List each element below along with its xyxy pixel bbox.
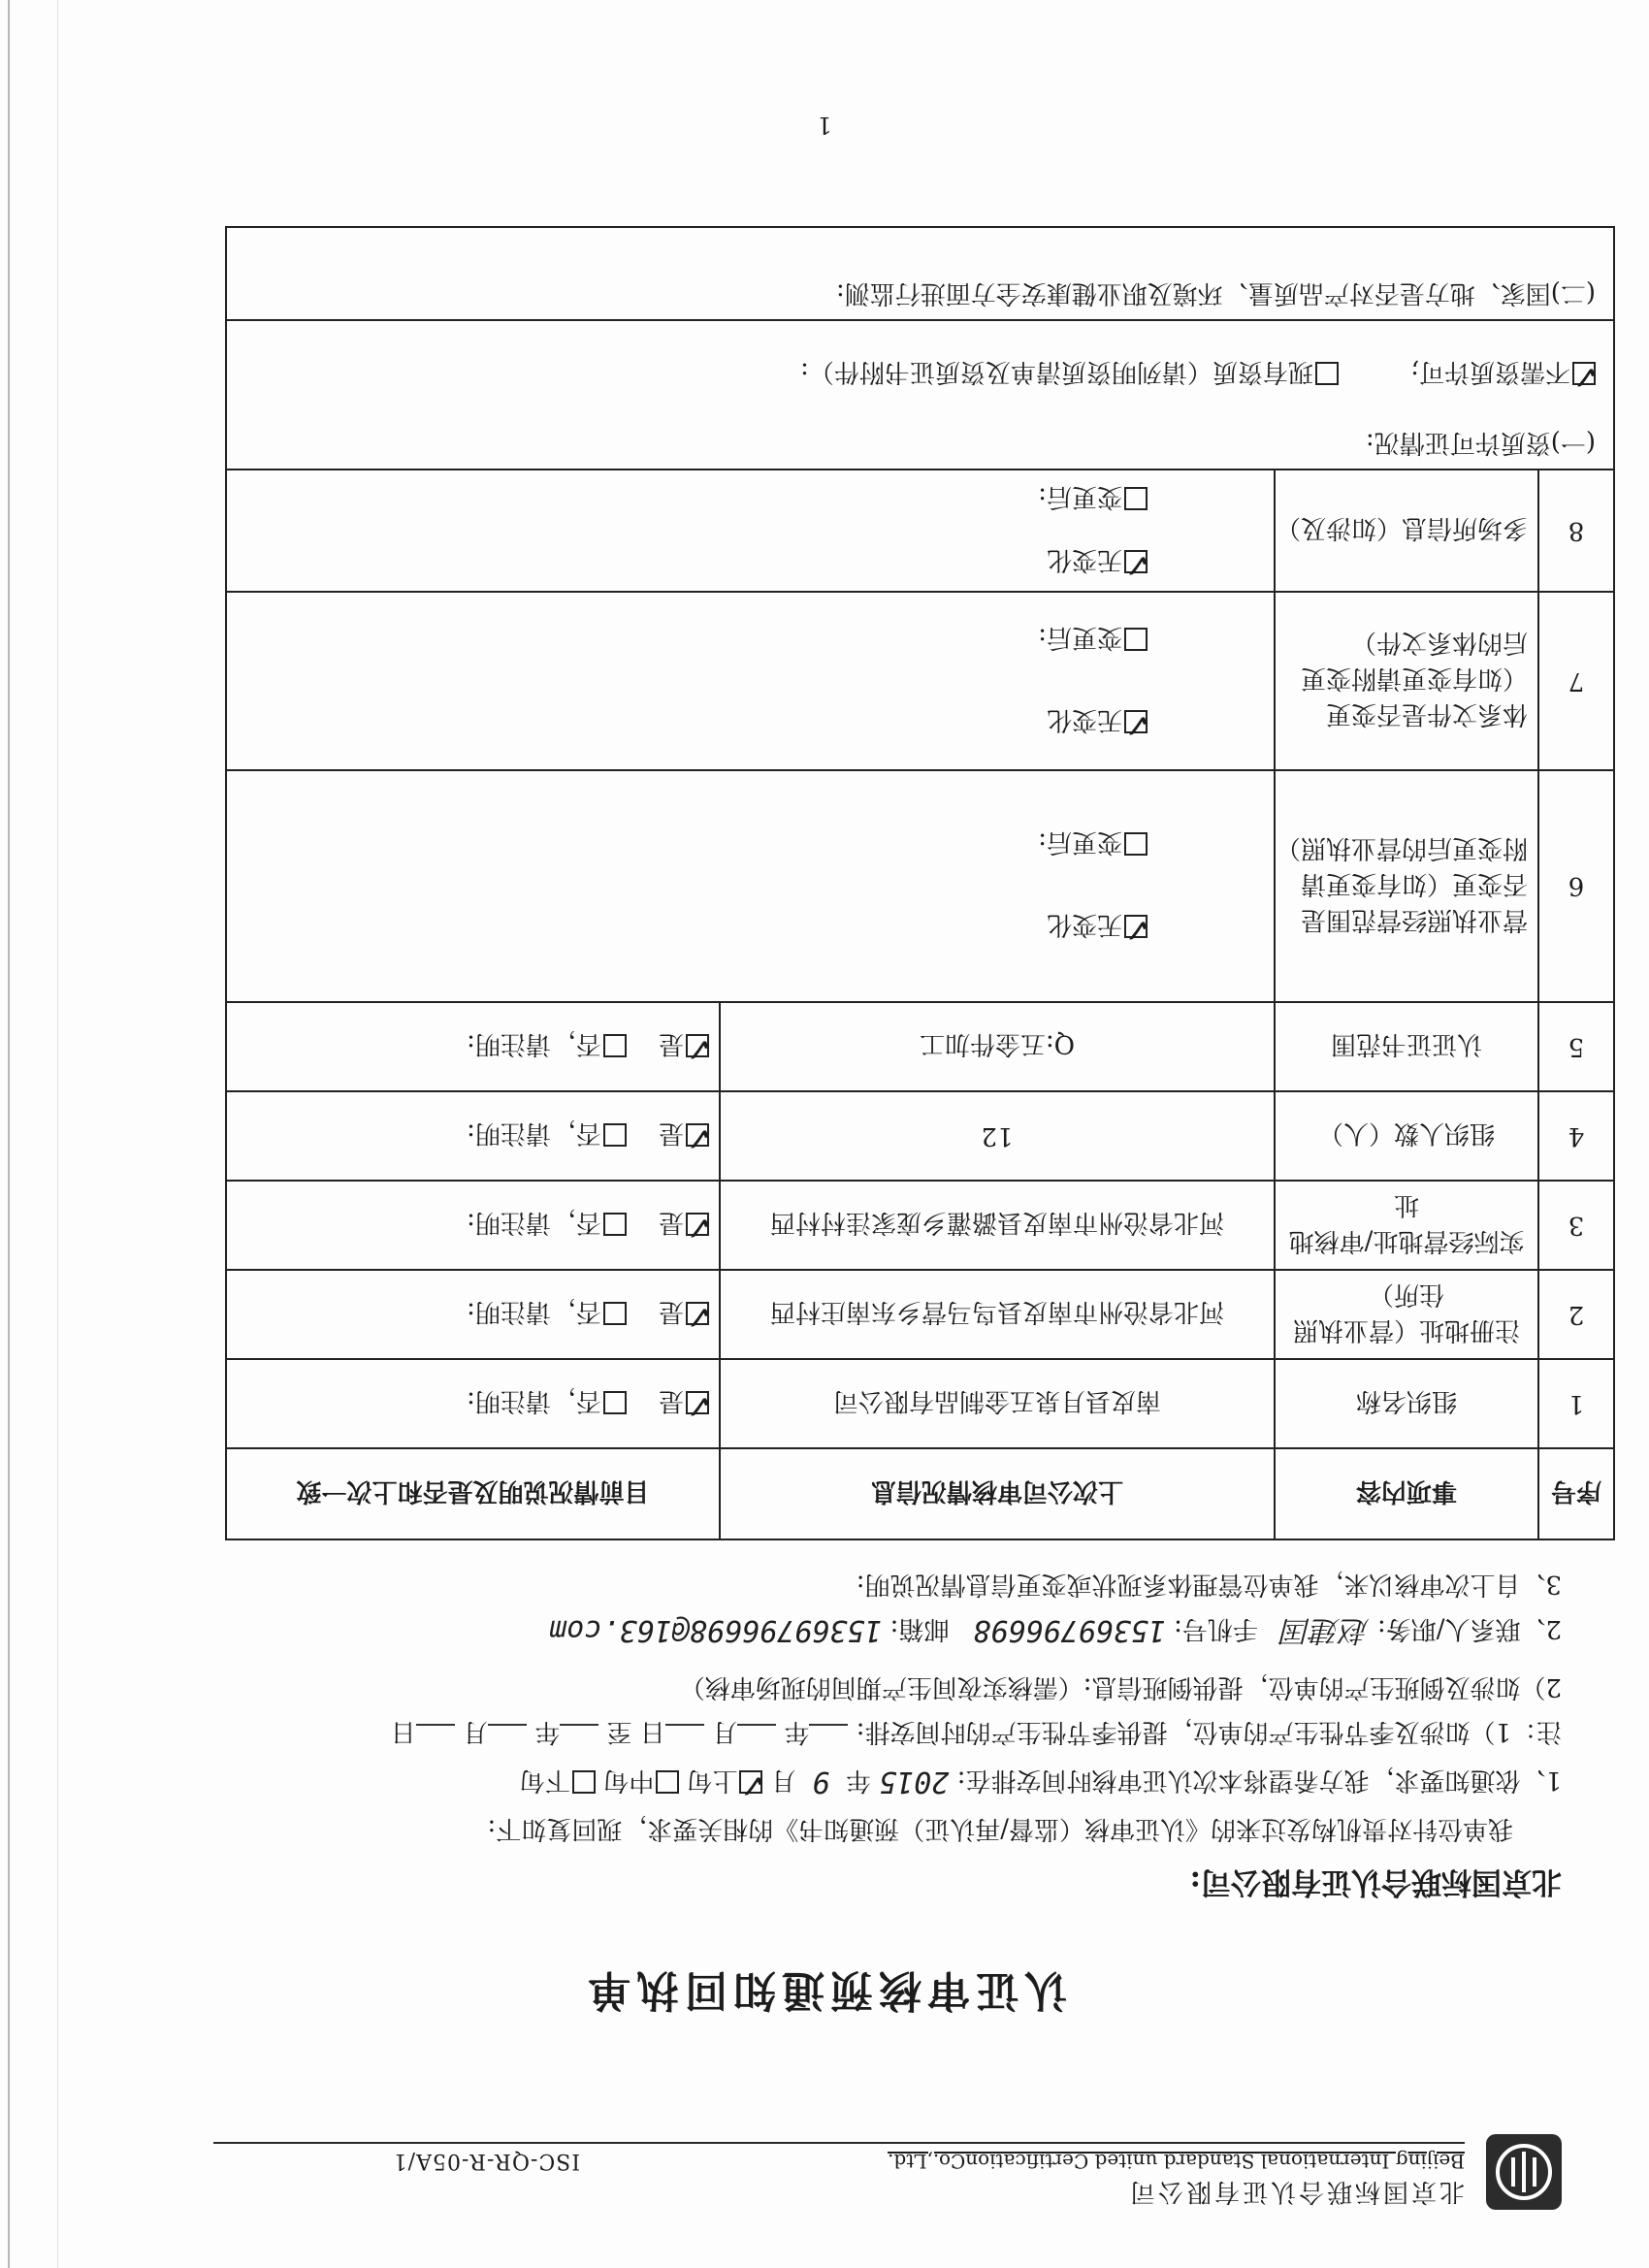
seasonal-end-day-field[interactable] [416, 1724, 455, 1726]
checkbox-no[interactable] [601, 1030, 627, 1059]
label-no: 否，请注明: [467, 1208, 601, 1238]
document-code: ISC-QR-R-05A/1 [392, 2149, 580, 2173]
phone-label: 手机号: [1174, 1614, 1258, 1643]
row-item: 注册地址（营业执照住所） [1275, 1270, 1538, 1359]
contact-line [549, 1612, 1562, 1655]
row-item: 体系文件是否变更（如有变更请附变更后的体系文件） [1275, 592, 1538, 770]
shift-note: 2）如涉及倒班生产的单位，提供倒班信息:（需核实夜间生产期间的现场审核） [679, 1672, 1562, 1701]
seasonal-start-day-field[interactable] [665, 1724, 704, 1726]
seasonal-note-label: 注：1）如涉及季节性生产的单位，提供季节性生产的时间安排: [856, 1717, 1562, 1746]
contact-name-handwritten[interactable]: 赵建国 [1281, 1613, 1370, 1647]
checkbox-has-license[interactable] [1313, 357, 1339, 386]
row-item: 营业执照经营范围是否变更（如有变更请附变更后的营业执照） [1275, 770, 1538, 1002]
table-row [226, 770, 1614, 1002]
row-number: 3 [1538, 1181, 1614, 1270]
header-previous: 上次公司审核情况信息 [720, 1448, 1275, 1539]
row-change-status [226, 470, 1275, 592]
contact-label: 2、联系人/职务: [1376, 1614, 1562, 1643]
checkmark-icon: ✓ [1571, 357, 1600, 396]
company-logo-icon [1486, 2134, 1562, 2210]
label-yes: 是 [658, 1208, 684, 1238]
header-company-name: 北京国标联合认证有限公司 [1126, 2177, 1465, 2206]
header-item: 事项内容 [1275, 1448, 1538, 1539]
label-yes: 是 [658, 1029, 684, 1059]
scan-edge [8, 0, 10, 2268]
email-label: 邮箱: [889, 1614, 950, 1643]
seasonal-end-month-field[interactable] [488, 1724, 527, 1726]
checkmark-icon: ✓ [685, 1208, 713, 1247]
table-row [226, 320, 1614, 470]
checkbox-no[interactable] [601, 1119, 627, 1149]
row-number: 8 [1538, 470, 1614, 592]
checkbox-changed[interactable] [1122, 828, 1148, 858]
header-company-english: Beijing International Standard united CertificationCo.,Ltd. [888, 2150, 1465, 2173]
seasonal-end-month-unit: 月 [463, 1717, 489, 1746]
seasonal-start-month-field[interactable] [737, 1724, 776, 1726]
row-previous-info: 河北省沧州市南皮县潞灌乡庞家洼村村西 [720, 1181, 1275, 1270]
page-number: 1 [817, 112, 832, 139]
checkmark-icon: ✓ [685, 1297, 713, 1337]
seasonal-end-day-unit: 日 [390, 1717, 416, 1746]
label-changed: 变更后: [1038, 623, 1122, 652]
row-item: 实际经营地址/审核地址 [1275, 1181, 1538, 1270]
row-number: 6 [1538, 770, 1614, 1002]
row-item: 认证证书范围 [1275, 1002, 1538, 1091]
row-number: 7 [1538, 592, 1614, 770]
salutation: 北京国标联合认证有限公司: [1189, 1864, 1562, 1899]
phone-handwritten[interactable]: 15369796698 [973, 1613, 1166, 1647]
row-number: 2 [1538, 1270, 1614, 1359]
label-no-change: 无变化 [1046, 545, 1122, 574]
label-no: 否，请注明: [467, 1029, 601, 1059]
label-has-license: 现有资质（请列明资质清单及资质证书附件）: [800, 357, 1313, 386]
checkbox-mid-month[interactable] [654, 1766, 679, 1795]
checkbox-changed[interactable] [1122, 482, 1148, 511]
row-previous-info: 南皮县月泉五金制品有限公司 [720, 1359, 1275, 1448]
header-no: 序号 [1538, 1448, 1614, 1539]
checkmark-icon: ✓ [738, 1766, 767, 1804]
row-previous-info: 12 [720, 1091, 1275, 1181]
row-item: 多场所信息（如涉及） [1275, 470, 1538, 592]
header-divider [213, 2142, 1465, 2144]
row-status [226, 1270, 720, 1359]
row-number: 1 [1538, 1359, 1614, 1448]
seasonal-end-year-unit: 年 [534, 1717, 561, 1746]
schedule-line [519, 1765, 1562, 1804]
table-row [226, 1091, 1614, 1181]
row-number: 4 [1538, 1091, 1614, 1181]
seasonal-start-year-field[interactable] [809, 1724, 848, 1726]
checkmark-icon: ✓ [685, 1386, 713, 1426]
row-item: 组织名称 [1275, 1359, 1538, 1448]
row-status [226, 1002, 720, 1091]
seasonal-start-day-unit: 日 [639, 1717, 665, 1746]
schedule-year-handwritten[interactable]: 2015 [879, 1765, 950, 1798]
row-previous-info: 河北省沧州市南皮县鸟马营乡东南庄村西 [720, 1270, 1275, 1359]
intro-paragraph: 我单位针对贵机构发过来的《认证审核（监督/再认证）预通知书》的相关要求，现回复如下: [487, 1814, 1513, 1843]
schedule-label: 1、依通知要求，我方希望将本次认证审核时间安排在: [956, 1766, 1562, 1795]
table-row [226, 1002, 1614, 1091]
schedule-year-unit: 年 [845, 1766, 871, 1795]
label-changed: 变更后: [1038, 827, 1122, 858]
checkbox-early-month[interactable] [737, 1766, 767, 1804]
row-number: 5 [1538, 1002, 1614, 1091]
monitoring-section [226, 227, 1614, 320]
checkbox-no[interactable] [601, 1387, 627, 1416]
checkmark-icon: ✓ [1123, 705, 1151, 744]
monitoring-section-title: (二)国家、地方是否对产品质量、环境及职业健康安全方面进行监测: [835, 278, 1596, 308]
table-row [226, 227, 1614, 320]
table-row [226, 470, 1614, 592]
scan-edge [57, 0, 58, 2268]
seasonal-start-month-unit: 月 [712, 1717, 738, 1746]
checkbox-changed[interactable] [1122, 623, 1148, 652]
row-change-status [226, 770, 1275, 1002]
label-no: 否，请注明: [467, 1118, 601, 1149]
checkbox-yes[interactable] [684, 1297, 713, 1337]
label-no-change: 无变化 [1046, 910, 1122, 940]
checkbox-no[interactable] [601, 1298, 627, 1327]
table-row [226, 1181, 1614, 1270]
email-handwritten[interactable]: 15369796698@163.com [549, 1613, 883, 1647]
label-no: 否，请注明: [467, 1386, 601, 1416]
option-mid-month: 中旬 [603, 1766, 655, 1795]
header-current: 目前情况说明及是否和上次一致 [226, 1448, 720, 1539]
checkmark-icon: ✓ [685, 1118, 713, 1158]
checkbox-no-change[interactable] [1122, 705, 1151, 744]
label-no: 否，请注明: [467, 1297, 601, 1327]
license-section [226, 320, 1614, 470]
document-title: 认证审核预通知回执单 [582, 1965, 1067, 2015]
checkbox-yes[interactable] [684, 1118, 713, 1158]
row-previous-info: Q:五金件加工 [720, 1002, 1275, 1091]
row-change-status [226, 592, 1275, 770]
checkbox-no-license-needed[interactable] [1570, 357, 1600, 396]
label-no-license-needed: 不需资质许可; [1410, 357, 1570, 386]
row-item: 组织人数（人） [1275, 1091, 1538, 1181]
table-row [226, 1270, 1614, 1359]
review-table [225, 226, 1615, 1540]
row-status [226, 1181, 720, 1270]
schedule-month-unit: 月 [770, 1766, 796, 1795]
label-yes: 是 [658, 1386, 684, 1416]
seasonal-note [391, 1716, 1562, 1752]
checkbox-yes[interactable] [684, 1386, 713, 1426]
label-yes: 是 [658, 1297, 684, 1327]
row-status [226, 1359, 720, 1448]
change-info-heading: 3、自上次审核以来，我单位管理体系现状或变更信息情况说明: [856, 1570, 1562, 1599]
checkbox-no-change[interactable] [1122, 910, 1151, 950]
checkbox-no-change[interactable] [1122, 545, 1151, 584]
option-early-month: 上旬 [687, 1766, 738, 1795]
checkbox-yes[interactable] [684, 1208, 713, 1247]
table-row [226, 592, 1614, 770]
seasonal-start-year-unit: 年 [784, 1717, 810, 1746]
row-status [226, 1091, 720, 1181]
checkmark-icon: ✓ [1123, 910, 1151, 950]
checkbox-late-month[interactable] [570, 1766, 596, 1795]
table-header-row [226, 1448, 1614, 1539]
option-late-month: 下旬 [519, 1766, 570, 1795]
label-changed: 变更后: [1038, 482, 1122, 511]
checkmark-icon: ✓ [1123, 545, 1151, 584]
checkbox-no[interactable] [601, 1209, 627, 1238]
seasonal-to-label: 至 [606, 1717, 632, 1746]
label-no-change: 无变化 [1046, 705, 1122, 734]
seasonal-end-year-field[interactable] [560, 1724, 598, 1726]
license-options [237, 356, 1600, 396]
license-section-title: (一)资质许可证情况: [1365, 428, 1596, 457]
checkmark-icon: ✓ [685, 1029, 713, 1069]
label-yes: 是 [658, 1118, 684, 1149]
schedule-month-handwritten[interactable]: 9 [812, 1765, 830, 1798]
table-row [226, 1359, 1614, 1448]
checkbox-yes[interactable] [684, 1029, 713, 1069]
